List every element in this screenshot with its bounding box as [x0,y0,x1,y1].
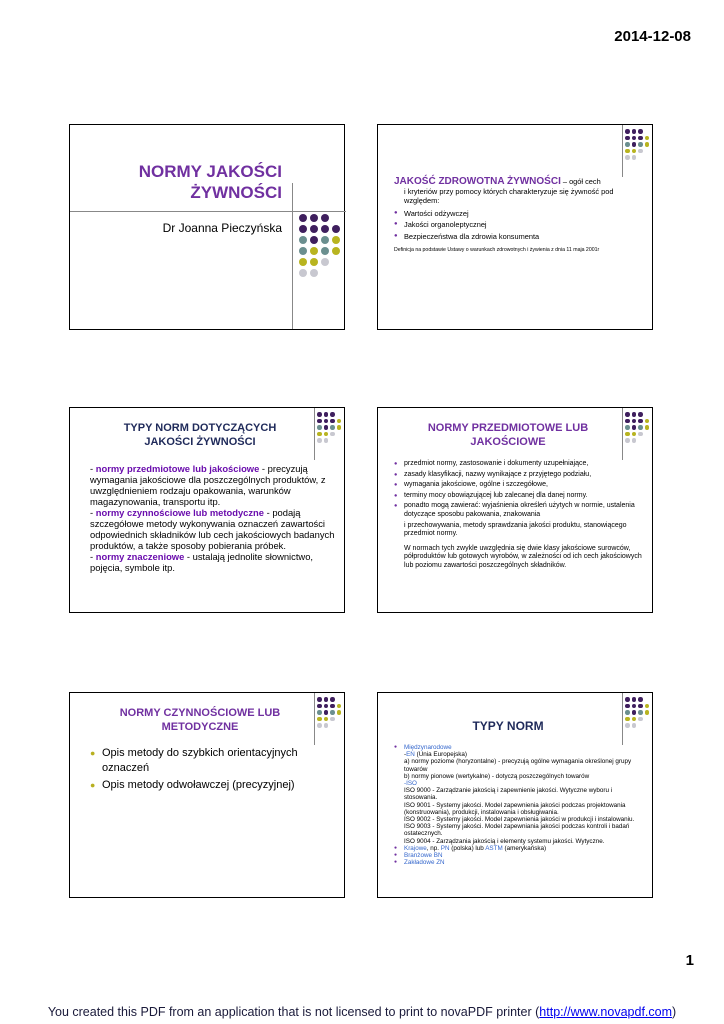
vertical-rule [622,408,623,460]
slide-normy-czynnosciowe [69,692,345,898]
slide-heading [398,421,618,449]
definition-intro: i kryteriów przy pomocy których charakteryzuje się żywność pod względem: [404,186,614,206]
slide-heading: TYPY NORM [472,719,544,733]
list-item: ● terminy mocy obowiązującej lub zalecanej dla danej normy. [394,492,644,501]
dash: - [90,463,96,474]
bullet-list [90,746,326,793]
slide-heading [90,706,310,734]
dot-pattern [625,412,649,443]
heading-line-1: NORMY PRZEDMIOTOWE LUB [427,422,589,434]
list-item: ● ponadto mogą zawierać: wyjaśnienia określeń użytych w normie, ustalenia dotyczące sposobu pakowania, znakowania [394,502,644,519]
title-line-1: NORMY JAKOŚCI [138,162,282,181]
slide-body [394,744,644,866]
term-description: - ustalają jednolite słownictwo, pojęcia, symbole itp. [90,551,314,573]
bullet-list [394,460,644,520]
heading-line-1: NORMY CZYNNOŚCIOWE LUB [119,707,281,719]
author: Dr Joanna Pieczyńska [162,221,282,235]
slide-body [394,177,644,255]
norm-text: b) normy pionowe (wertykalne) - dotyczą poszczególnych towarów [404,772,590,780]
list-item-branzowe: ● Branżowe BN [394,852,644,859]
vertical-rule [622,125,623,177]
slide-body [90,463,336,573]
slide-jakosc-zdrowotna [377,124,653,330]
category-label: Krajowe [404,844,427,852]
slide-normy-przedmiotowe [377,407,653,613]
term-przedmiotowe: normy przedmiotowe lub jakościowe [95,463,260,474]
list-item-miedzynarodowe [394,744,644,845]
norm-en [404,751,644,758]
en-label: EN [406,751,415,759]
slide-title [69,124,345,330]
text: , np. [426,844,441,852]
dash: - [90,551,96,562]
norm-text: ISO 9000 - Zarządzanie jakością i zapewnienie jakości. Wytyczne wyboru i stosowania. [404,787,613,802]
title-line-2: ŻYWNOŚCI [190,183,282,202]
continuation: i przechowywania, metody sprawdzania jakości produktu, stanowiącego przedmiot normy. [404,521,627,538]
vertical-rule [314,693,315,745]
term-czynnosciowe: normy czynnościowe lub metodyczne [95,507,264,518]
heading-line-2: JAKOŚCI ŻYWNOŚCI [144,436,256,448]
definition-term-rest: – ogół cech [560,177,601,186]
slide-heading [90,421,310,449]
title-vertical-rule [292,183,293,329]
term-znaczeniowe: normy znaczeniowe [95,551,185,562]
list-item: ● Bezpieczeństwa dla zdrowia konsumenta [394,232,644,242]
list-item: ● Opis metody do szybkich orientacyjnych oznaczeń [90,746,326,776]
list-item-krajowe [394,845,644,852]
paragraph [90,551,336,573]
term-description: - podają szczegółowe metody wykonywania oznaczeń zawartości odpowiednich składników lub cech jakościowych badanych produktów, a także sposoby pobierania próbek. [90,507,335,551]
footer-text: You created this PDF from an application that is not licensed to print to novaPDF printer ( [47,1005,540,1019]
footer-text-end: ) [672,1005,677,1019]
heading-line-2: METODYCZNE [161,721,239,733]
norm-text: ISO 9003 - Systemy jakości. Model zapewniania jakości podczas kontroli i badań ostatecznych. [404,823,630,838]
dot-pattern [299,214,340,277]
paragraph [90,463,336,507]
list-item: ● Opis metody odwoławczej (precyzyjnej) [90,778,326,793]
bullet-list [394,209,644,242]
dash: - [90,507,96,518]
dot-pattern [317,412,341,443]
list-item: ● przedmiot normy, zastosowanie i dokumenty uzupełniające, [394,460,644,469]
norm-text: ISO 9002 - Systemy jakości. Model zapewnienia jakości w produkcji i instalowaniu. [404,816,635,824]
text: (polska) lub [449,844,486,852]
paragraph [90,507,336,551]
dot-pattern [317,697,341,728]
norm-text: ISO 9004 - Zarządzania jakością i elementy systemu jakości. Wytyczne. [404,837,605,845]
page-number: 1 [685,952,694,969]
slide-body [394,460,644,571]
dot-pattern [625,129,649,160]
slide-title-heading [139,161,282,203]
iso-label: -ISO [404,780,417,788]
source-note: Definicja na podstawie Ustawy o warunkach zdrowotnych i żywienia z dnia 11 maja 2001r [394,246,600,253]
bullet-list [394,744,644,866]
vertical-rule [314,408,315,460]
category-label: Międzynarodowe [404,744,452,751]
page-date: 2014-12-08 [614,28,691,45]
list-item: ● Wartości odżywczej [394,209,644,219]
dot-pattern [625,697,649,728]
definition [394,177,644,187]
en-description: (Unia Europejska) [414,751,468,759]
astm-label: ASTM [485,844,503,852]
slide-typy-norm-dotyczacych [69,407,345,613]
definition-term: JAKOŚĆ ZDROWOTNA ŻYWNOŚCI [394,176,561,187]
vertical-rule [622,693,623,745]
list-item: ● wymagania jakościowe, ogólne i szczegółowe, [394,481,644,490]
dash: - [404,751,407,759]
title-divider [70,211,346,212]
term-description: - precyzują wymagania jakościowe dla poszczególnych produktów, z uwzględnieniem rodzaju opakowania, warunków magazynowania, transportu itp. [90,463,326,507]
norm-text: ISO 9001 - Systemy jakości. Model zapewnienia jakości podczas projektowania (konstruowania), produkcji, instalowania i obsługiwania. [404,801,626,816]
slide-typy-norm [377,692,653,898]
footer [0,1005,724,1019]
slide-body [90,746,326,793]
list-item: ● Jakości organoleptycznej [394,220,644,230]
heading-line-1: TYPY NORM DOTYCZĄCYCH [123,422,277,434]
list-item: ● zasady klasyfikacji, nazwy wynikające z przyjętego podziału, [394,471,644,480]
heading-line-2: JAKOŚCIOWE [470,436,546,448]
list-item-zakladowe: ● Zakładowe ZN [394,859,644,866]
footer-link[interactable]: http://www.novapdf.com [539,1005,672,1019]
text: (amerykańska) [502,844,547,852]
norm-text: a) normy poziome (horyzontalne) - precyzują ogólne wymagania określonej grupy towarów [404,758,632,773]
pn-label: PN [440,844,450,852]
paragraph: W normach tych zwykle uwzględnia się dwie klasy jakościowe surowców, półproduktów lub gotowych wyrobów, w zależności od ich cech jakościowych lub poziomu zawartości poszczególnych składników. [404,544,642,569]
